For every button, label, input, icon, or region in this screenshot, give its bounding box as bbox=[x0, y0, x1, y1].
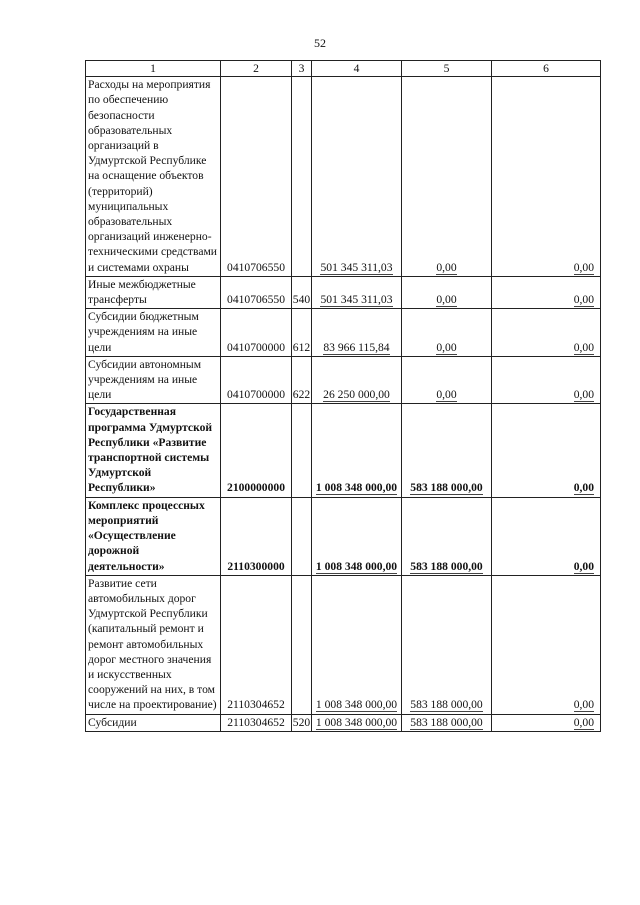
table-row bbox=[86, 276, 601, 308]
row-code: 0410706550 bbox=[221, 276, 292, 308]
row-kvr bbox=[292, 575, 312, 714]
column-header-1: 1 bbox=[86, 61, 221, 77]
table-row bbox=[86, 77, 601, 277]
row-value-4: 1 008 348 000,00 bbox=[312, 497, 402, 575]
row-value-5: 0,00 bbox=[402, 309, 492, 357]
row-value-5: 0,00 bbox=[402, 356, 492, 404]
row-value-6: 0,00 bbox=[492, 575, 601, 714]
row-code: 2110304652 bbox=[221, 714, 292, 731]
row-value-6: 0,00 bbox=[492, 404, 601, 497]
row-kvr: 612 bbox=[292, 309, 312, 357]
row-name: Государственная программа Удмуртской Республики «Развитие транспортной системы Удмуртской Республики» bbox=[86, 404, 221, 497]
column-header-4: 4 bbox=[312, 61, 402, 77]
row-kvr bbox=[292, 77, 312, 277]
row-code: 2110300000 bbox=[221, 497, 292, 575]
header-row bbox=[86, 61, 601, 77]
row-name: Субсидии бюджетным учреждениям на иные цели bbox=[86, 309, 221, 357]
table-row bbox=[86, 714, 601, 731]
row-name: Комплекс процессных мероприятий «Осуществление дорожной деятельности» bbox=[86, 497, 221, 575]
table-row-complex bbox=[86, 497, 601, 575]
row-name: Развитие сети автомобильных дорог Удмуртской Республики (капитальный ремонт и ремонт автомобильных дорог местного значения и искусственных сооружений на них, в том числе на проектирование) bbox=[86, 575, 221, 714]
row-value-5: 583 188 000,00 bbox=[402, 714, 492, 731]
row-value-6: 0,00 bbox=[492, 714, 601, 731]
row-value-4: 501 345 311,03 bbox=[312, 77, 402, 277]
row-name: Субсидии автономным учреждениям на иные цели bbox=[86, 356, 221, 404]
column-header-2: 2 bbox=[221, 61, 292, 77]
table-row bbox=[86, 356, 601, 404]
column-header-6: 6 bbox=[492, 61, 601, 77]
row-value-4: 83 966 115,84 bbox=[312, 309, 402, 357]
row-kvr: 540 bbox=[292, 276, 312, 308]
row-value-6: 0,00 bbox=[492, 276, 601, 308]
row-kvr bbox=[292, 404, 312, 497]
row-value-5: 583 188 000,00 bbox=[402, 404, 492, 497]
row-code: 0410700000 bbox=[221, 309, 292, 357]
row-value-4: 1 008 348 000,00 bbox=[312, 714, 402, 731]
column-header-5: 5 bbox=[402, 61, 492, 77]
table-row-program bbox=[86, 404, 601, 497]
page-number: 52 bbox=[314, 36, 326, 50]
budget-table bbox=[85, 60, 601, 732]
row-value-5: 0,00 bbox=[402, 276, 492, 308]
row-value-5: 583 188 000,00 bbox=[402, 497, 492, 575]
row-code: 2100000000 bbox=[221, 404, 292, 497]
column-header-3: 3 bbox=[292, 61, 312, 77]
row-kvr: 520 bbox=[292, 714, 312, 731]
row-value-4: 1 008 348 000,00 bbox=[312, 404, 402, 497]
row-code: 0410706550 bbox=[221, 77, 292, 277]
row-value-4: 1 008 348 000,00 bbox=[312, 575, 402, 714]
row-kvr bbox=[292, 497, 312, 575]
row-value-6: 0,00 bbox=[492, 356, 601, 404]
row-code: 0410700000 bbox=[221, 356, 292, 404]
table-row bbox=[86, 309, 601, 357]
row-value-4: 26 250 000,00 bbox=[312, 356, 402, 404]
row-code: 2110304652 bbox=[221, 575, 292, 714]
row-name: Расходы на мероприятия по обеспечению безопасности образовательных организаций в Удмуртской Республике на оснащение объектов (территорий) муниципальных образовательных организаций инженерно-техническими средствами и системами охраны bbox=[86, 77, 221, 277]
row-value-6: 0,00 bbox=[492, 497, 601, 575]
row-value-6: 0,00 bbox=[492, 309, 601, 357]
row-value-6: 0,00 bbox=[492, 77, 601, 277]
table-row bbox=[86, 575, 601, 714]
row-value-5: 0,00 bbox=[402, 77, 492, 277]
row-name: Иные межбюджетные трансферты bbox=[86, 276, 221, 308]
row-kvr: 622 bbox=[292, 356, 312, 404]
row-name: Субсидии bbox=[86, 714, 221, 731]
row-value-5: 583 188 000,00 bbox=[402, 575, 492, 714]
row-value-4: 501 345 311,03 bbox=[312, 276, 402, 308]
